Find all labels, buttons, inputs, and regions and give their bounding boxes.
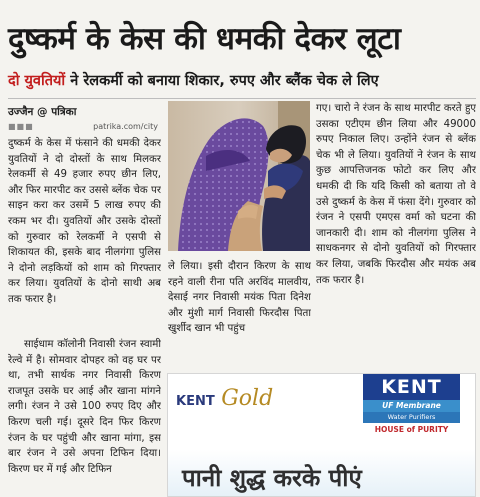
women-photo-illustration: [168, 101, 310, 251]
article-paragraph-4: गए। चारो ने रंजन के साथ मारपीट करते हुए उसका एटीएम छीन लिया और 49000 रुपए निकाल लिए। उन्होंने रंजन से ब्लेंक चेक भी ले लिया। युवतियों ने रंजन के साथ कुछ आपत्तिजनक फोटो कर लिए और धमकी दी कि यदि किसी को बताया तो वे उसे दुष्कर्म के केस में फंसा देंगे। गुरुवार को रंजन ने एसपी एमएस वर्मा को घटना की जानकारी दी। शाम को नीलगंगा पुलिस ने साधकनगर से दोनो युवतियों को गिरफ्तार कर लिया, जबकि फिरदौस और मयंक अब तक फरार है।: [316, 103, 476, 286]
article-column-1: [8, 136, 161, 332]
kent-logo-house: HOUSE of PURITY: [374, 425, 449, 434]
article-paragraph-3: ले लिया। इसी दौरान किरण के साथ रहने वाली रीना पति अरविंद मालवीय, देसाई नगर निवासी मयंक पिता दिनेश और मुंशी मार्ग निवासी फिरदौस पिता खुर्शीद खान भी पहुंच: [168, 261, 311, 335]
byline: [8, 121, 158, 133]
byline-dots: ■■■: [8, 122, 34, 131]
ad-tagline: पानी शुद्ध करके पीएं: [182, 464, 362, 492]
kent-logo-purifiers: Water Purifiers: [363, 412, 460, 423]
kent-logo-name: KENT: [363, 374, 460, 400]
article-column-2: [168, 259, 311, 359]
top-divider: [8, 98, 476, 99]
dateline: उज्जैन @ पत्रिका: [8, 106, 77, 118]
kent-logo-uf: UF Membrane: [363, 400, 460, 412]
article-column-3: [316, 101, 476, 359]
byline-site: patrika.com/city: [93, 122, 158, 131]
kent-logo: [363, 374, 460, 438]
subheadline-text: ने रेलकर्मी को बनाया शिकार, रुपए और ब्लैंक चेक ले लिए: [65, 73, 379, 89]
news-photo: [168, 101, 310, 251]
article-paragraph-1: दुष्कर्म के केस में फंसाने की धमकी देकर युवतियों ने दो दोस्तों के साथ मिलकर रेलकर्मी से 49 हजार रुपए छीन लिए, और फिर मारपीट कर उससे ब्लेंक चेक पर साइन करा कर उसमें 5 लाख रुपए की रकम भर दी। युवतियों और उसके दोस्तों को गुरुवार को रेलकर्मी ने एसपी से शिकायत की, इसके बाद नीलगंगा पुलिस ने दोनो लड़कियों को शाम को गिरफ्तार कर लिया। युवतियों के दोनो साथी अब तक फरार है।: [8, 138, 161, 305]
headline: दुष्कर्म के केस की धमकी देकर लूटा: [8, 21, 401, 57]
kent-advertisement: [167, 373, 476, 497]
ad-product-name: [176, 386, 273, 411]
ad-brand: KENT: [176, 394, 215, 409]
article-column-1b: [8, 337, 161, 497]
ad-product-script: Gold: [221, 386, 274, 411]
subheadline-highlight: दो युवतियों: [8, 73, 66, 89]
subheadline: [8, 69, 478, 93]
article-paragraph-2: साईधाम कॉलोनी निवासी रंजन स्वामी रेल्वे में है। सोमवार दोपहर को वह घर पर था, तभी सार्थक नगर निवासी किरण राजपूत उसके घर आई और खाना मांगने लगी। रंजन ने उसे 100 रुपए दिए और किरण चली गई। दूसरे दिन फिर किरण रंजन के घर पहुंची और खाना मांगा, इस बार रंजन ने उसे अपना टिफिन दिया। किरण घर में गई और टिफिन: [8, 339, 161, 475]
